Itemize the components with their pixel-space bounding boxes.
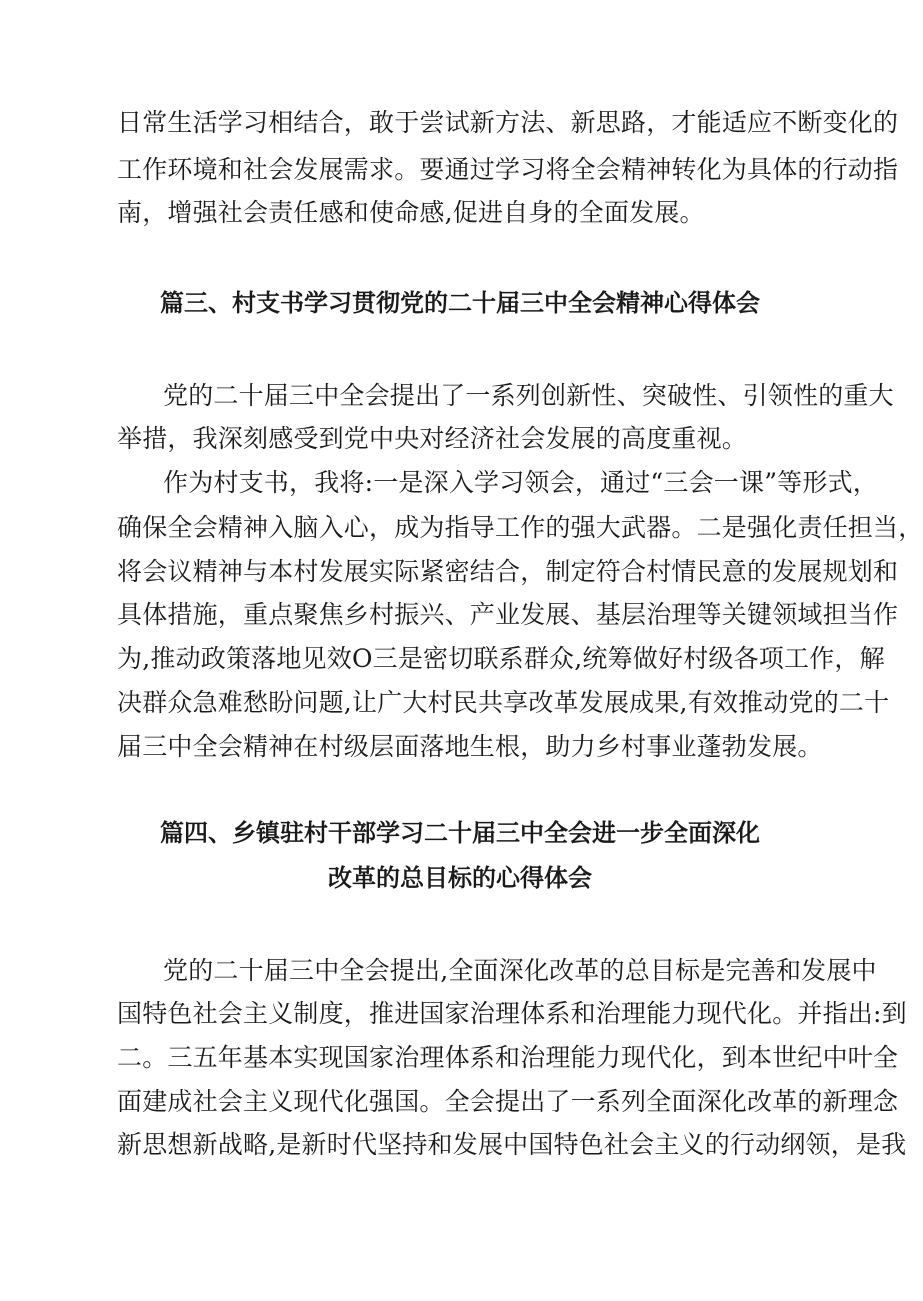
paragraph-line: 面建成社会主义现代化强国。全会提出了一系列全面深化改革的新理念 [117,1087,899,1116]
paragraph-line: 工作环境和社会发展需求。要通过学习将全会精神转化为具体的行动指 [117,155,899,184]
paragraph-line: 党的二十届三中全会提出了一系列创新性、突破性、引领性的重大 [163,381,894,410]
paragraph-line: 国特色社会主义制度，推进国家治理体系和治理能力现代化。并指出:到 [117,999,907,1028]
paragraph-line: 决群众急难愁盼问题,让广大村民共享改革发展成果,有效推动党的二十 [117,688,890,717]
paragraph-line: 作为村支书，我将:一是深入学习领会，通过“三会一课”等形式， [163,468,878,497]
paragraph-line: 具体措施，重点聚焦乡村振兴、产业发展、基层治理等关键领域担当作 [117,600,899,629]
paragraph-line: 新思想新战略,是新时代坚持和发展中国特色社会主义的行动纲领，是我 [117,1130,907,1159]
section-heading: 篇四、乡镇驻村干部学习二十届三中全会进一步全面深化 [160,818,760,847]
paragraph-line: 将会议精神与本村发展实际紧密结合，制定符合村情民意的发展规划和 [117,557,899,586]
section-heading-continued: 改革的总目标的心得体会 [328,863,592,892]
paragraph-line: 党的二十届三中全会提出,全面深化改革的总目标是完善和发展中 [163,956,877,985]
paragraph-line: 届三中全会精神在村级层面落地生根，助力乡村事业蓬勃发展。 [117,732,823,761]
paragraph-line: 二。三五年基本实现国家治理体系和治理能力现代化，到本世纪中叶全 [117,1043,899,1072]
paragraph-line: 为,推动政策落地见效O三是密切联系群众,统筹做好村级各项工作，解 [117,644,885,673]
section-heading: 篇三、村支书学习贯彻党的二十届三中全会精神心得体会 [160,288,760,317]
paragraph-line: 确保全会精神入脑入心，成为指导工作的强大武器。二是强化责任担当， [117,513,923,542]
paragraph-line: 日常生活学习相结合，敢于尝试新方法、新思路，才能适应不断变化的 [117,108,899,137]
paragraph-line: 举措，我深刻感受到党中央对经济社会发展的高度重视。 [117,424,748,453]
paragraph-line: 南，增强社会责任感和使命感,促进自身的全面发展。 [117,198,705,227]
